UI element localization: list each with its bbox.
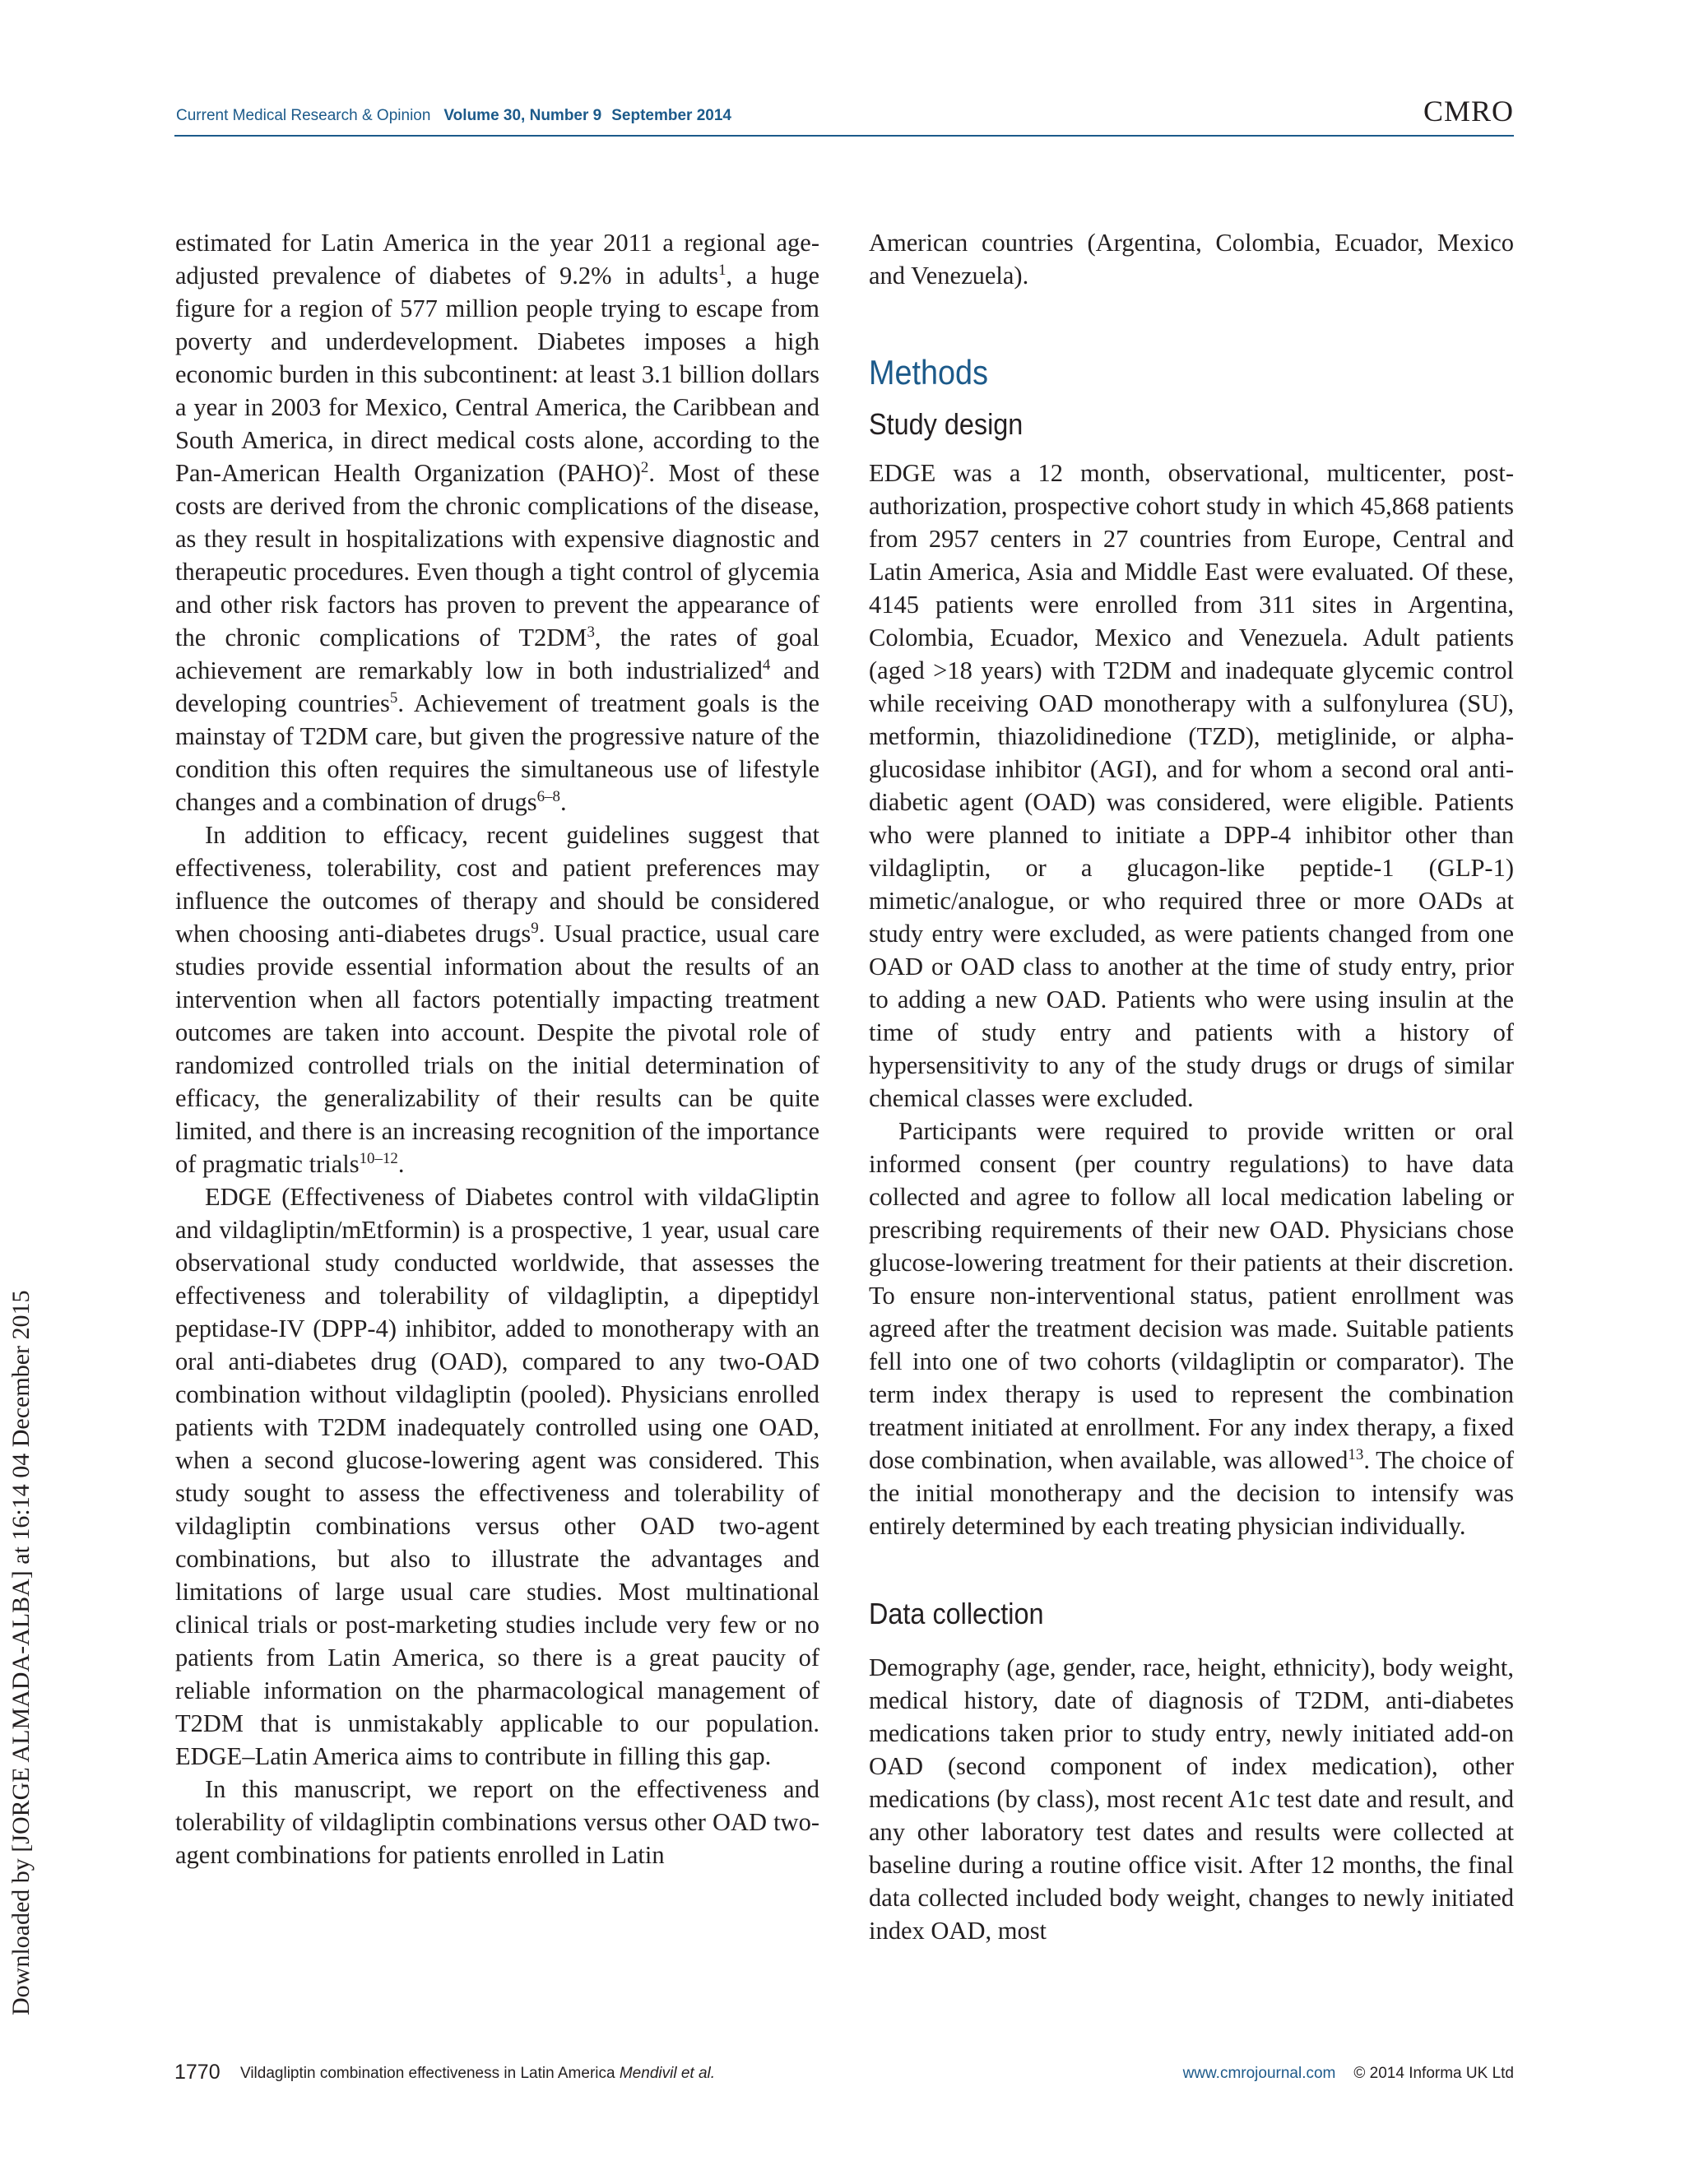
methods-heading: Methods: [869, 353, 988, 392]
text-run: . Usual practice, usual care studies provide essential information about the results of an intervention when all factors potentially impacting treatment outcomes are taken into account. Despite the pivotal role of randomized controlled trials on the initial determination of efficacy, the generalizability of their results can be quite limited, and there is an increasing recognition of the importance of pragmatic trials: [175, 920, 819, 1178]
journal-date: September 2014: [611, 107, 731, 124]
data-collection-heading: Data collection: [869, 1597, 1044, 1630]
journal-abbrev: CMRO: [1423, 95, 1514, 128]
page-footer: [174, 2061, 1514, 2094]
text-run: Participants were required to provide written or oral informed consent (per country regulations) to have data collected and agree to follow all local medication labeling or prescribing requirements of their new OAD. Physicians chose glucose-lowering treatment for their patients at their discretion. To ensure non-interventional status, patient enrollment was agreed after the treatment decision was made. Suitable patients fell into one of two cohorts (vildagliptin or comparator). The term index therapy is used to represent the combination treatment initiated at enrollment. For any index therapy, a fixed dose combination, when available, was allowed: [869, 1117, 1514, 1474]
study-design-paragraph-1: EDGE was a 12 month, observational, multicenter, post-authorization, prospective cohort study in which 45,868 patients from 2957 centers in 27 countries from Europe, Central and Latin America, Asia and Middle East were evaluated. Of these, 4145 patients were enrolled from 311 sites in Argentina, Colombia, Ecuador, Mexico and Venezuela. Adult patients (aged >18 years) with T2DM and inadequate glycemic control while receiving OAD monotherapy with a sulfonylurea (SU), metformin, thiazolidinedione (TZD), metiglinide, or alpha-glucosidase inhibitor (AGI), and for whom a second oral anti-diabetic agent (OAD) was considered, were eligible. Patients who were planned to initiate a DPP-4 inhibitor other than vildagliptin, or a glucagon-like peptide-1 (GLP-1) mimetic/analogue, or who required three or more OADs at study entry were excluded, as were patients changed from one OAD or OAD class to another at the time of study entry, prior to adding a new OAD. Patients who were using insulin at the time of study entry and patients with a history of hypersensitivity to any of the study drugs or drugs of similar chemical classes were excluded.: [869, 459, 1514, 1112]
text-run: , the rates of goal achievement are remarkably low in both industrialized: [175, 624, 819, 684]
page-number: 1770: [174, 2061, 220, 2084]
running-title-text: Vildagliptin combination effectiveness in Latin America: [240, 2065, 615, 2082]
study-design-paragraph-2: [869, 1115, 1514, 1542]
right-column: [869, 226, 1514, 1947]
citation: 10–12: [359, 1149, 398, 1167]
journal-title: Current Medical Research & Opinion: [176, 107, 431, 124]
journal-info: [176, 107, 731, 125]
citation: 6–8: [536, 787, 560, 805]
citation: 3: [587, 623, 595, 641]
text-run: , a huge figure for a region of 577 million people trying to escape from poverty and underdevelopment. Diabetes imposes a high economic burden in this subcontinent: at least 3.1 billion dollars a year in 2003 for Mexico, Central America, the Caribbean and South America, in direct medical costs alone, according to the Pan-American Health Organization (PAHO): [175, 262, 820, 487]
data-collection-paragraph: Demography (age, gender, race, height, ethnicity), body weight, medical history, date of diagnosis of T2DM, anti-diabetes medications taken prior to study entry, newly initiated add-on OAD (second component of index medication), other medications (by class), most recent A1c test date and result, and any other laboratory test dates and results were collected at baseline during a routine office visit. After 12 months, the final data collected included body weight, changes to newly initiated index OAD, most: [869, 1653, 1514, 1945]
running-authors: Mendivil et al.: [619, 2065, 716, 2082]
journal-url-link[interactable]: www.cmrojournal.com: [1182, 2065, 1336, 2082]
text-run: In addition to efficacy, recent guidelines suggest that effectiveness, tolerability, cost and patient preferences may influence the outcomes of therapy and should be considered when choosing anti-diabetes drugs: [175, 821, 819, 948]
citation: 13: [1348, 1445, 1364, 1463]
running-title: [240, 2065, 715, 2083]
download-watermark: Downloaded by [JORGE ALMADA-ALBA] at 16:14 04 December 2015: [7, 1290, 35, 2015]
text-run: . Achievement of treatment goals is the mainstay of T2DM care, but given the progressive nature of the condition this often requires the simultaneous use of lifestyle changes and a combination of drugs: [175, 689, 819, 816]
left-column: [175, 226, 819, 1871]
text-run: . Most of these costs are derived from the chronic complications of the disease, as they result in hospitalizations with expensive diagnostic and therapeutic procedures. Even though a tight control of glycemia and other risk factors has proven to prevent the appearance of the chronic complications of T2DM: [175, 459, 819, 651]
text-run: estimated for Latin America in the year 2011 a regional age-adjusted prevalence of diabetes of 9.2% in adults: [175, 229, 819, 290]
citation: 9: [531, 919, 539, 937]
citation: 4: [762, 656, 771, 674]
intro-paragraph-3: EDGE (Effectiveness of Diabetes control with vildaGliptin and vildagliptin/mEtformin) is a prospective, 1 year, usual care observational study conducted worldwide, that assesses the effectiveness and tolerability of vildagliptin, a dipeptidyl peptidase-IV (DPP-4) inhibitor, added to monotherapy with an oral anti-diabetes drug (OAD), compared to any two-OAD combination without vildagliptin (pooled). Physicians enrolled patients with T2DM inadequately controlled using one OAD, when a second glucose-lowering agent was considered. This study sought to assess the effectiveness and tolerability of vildagliptin combinations versus other OAD two-agent combinations, but also to illustrate the advantages and limitations of large usual care studies. Most multinational clinical trials or post-marketing studies include very few or no patients from Latin America, so there is a great paucity of reliable information on the pharmacological management of T2DM that is unmistakably applicable to our population. EDGE–Latin America aims to contribute in filling this gap.: [175, 1183, 819, 1770]
text-run: .: [559, 788, 567, 816]
citation: 5: [389, 689, 398, 707]
footer-right: [1183, 2065, 1514, 2083]
text-run: .: [397, 1150, 405, 1178]
citation: 2: [640, 458, 649, 476]
study-design-heading: Study design: [869, 407, 1024, 441]
journal-volume: Volume 30, Number 9: [443, 107, 602, 124]
text-run: and developing countries: [175, 656, 819, 717]
page-header: [174, 92, 1514, 137]
intro-paragraph-4: In this manuscript, we report on the effectiveness and tolerability of vildagliptin combinations versus other OAD two-agent combinations for patients enrolled in Latin: [175, 1775, 819, 1869]
intro-paragraph-1: [175, 226, 819, 818]
citation: 1: [718, 261, 726, 279]
copyright: © 2014 Informa UK Ltd: [1353, 2065, 1514, 2082]
intro-paragraph-2: [175, 818, 819, 1180]
text-run: . The choice of the initial monotherapy and the decision to intensify was entirely determined by each treating physician individually.: [869, 1446, 1514, 1540]
intro-paragraph-4-continued: American countries (Argentina, Colombia, Ecuador, Mexico and Venezuela).: [869, 229, 1514, 290]
